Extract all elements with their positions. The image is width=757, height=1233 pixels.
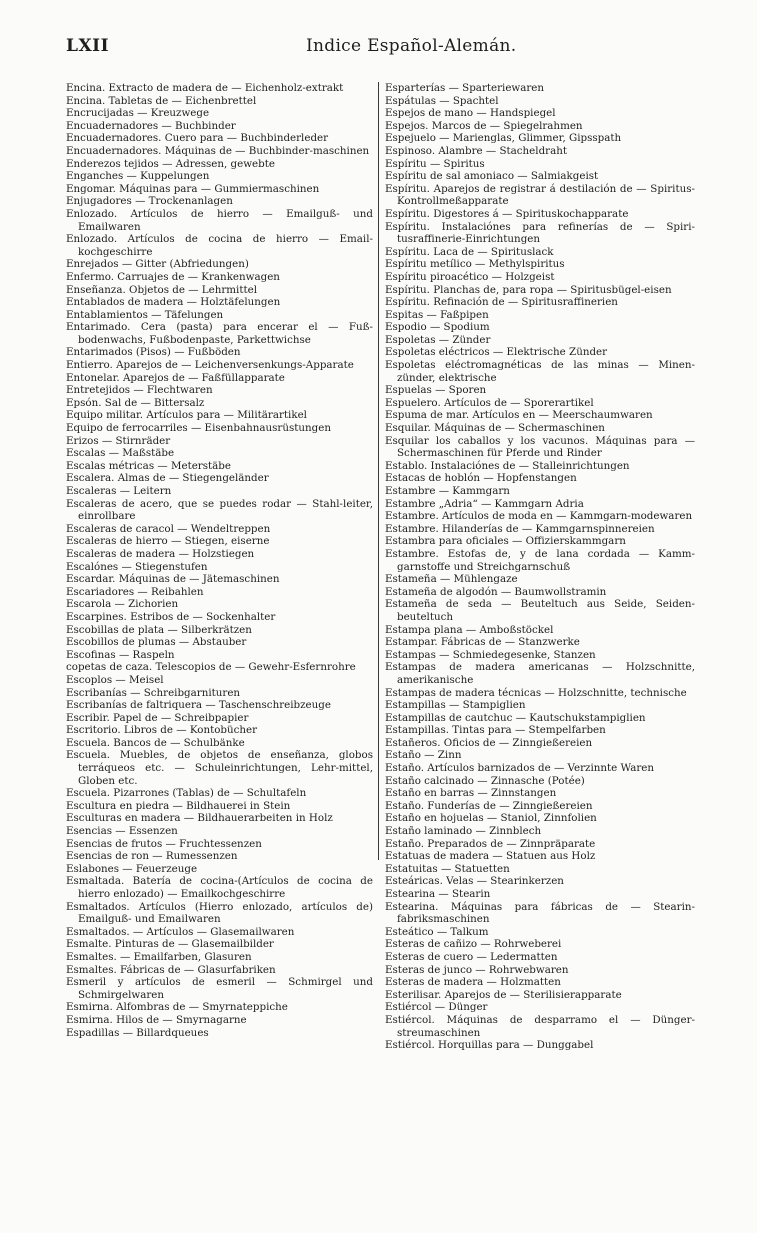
- index-entry: Espíritu — Spiritus: [385, 157, 485, 170]
- index-entry: Enseñanza. Objetos de — Lehrmittel: [66, 283, 257, 296]
- left-index-column: [66, 82, 373, 1039]
- index-entry: Escalónes — Stiegenstufen: [66, 560, 208, 573]
- index-entry: Espíritu. Refinación de — Spiritusraffinerien: [385, 296, 618, 309]
- index-entry: Esteáricas. Velas — Stearinkerzen: [385, 875, 564, 888]
- index-entry: Esteras de madera — Holzmatten: [385, 976, 561, 989]
- index-entry: Establo. Instalaciónes de — Stalleinrichtungen: [385, 459, 630, 472]
- index-entry: Espuelero. Artículos de — Sporerartikel: [385, 396, 594, 409]
- index-entry: Escuela. Muebles, de objetos de enseñanza, globos terráqueos etc. — Schuleinrichtungen, Lehr-mittel, Globen etc.: [66, 749, 373, 787]
- index-entry: Espejuelo — Marienglas, Glimmer, Gipsspath: [385, 132, 622, 145]
- right-index-column: [385, 82, 695, 1052]
- index-entry: Esencias de frutos — Fruchtessenzen: [66, 837, 262, 850]
- index-entry: Escribanías de faltriquera — Taschenschreibzeuge: [66, 699, 331, 712]
- index-entry: Entonelar. Aparejos de — Faßfüllapparate: [66, 371, 285, 384]
- index-entry: Estaño. Funderías de — Zinngießereien: [385, 799, 593, 812]
- page-number: LXII: [66, 36, 110, 56]
- index-entry: Escribir. Papel de — Schreibpapier: [66, 711, 249, 724]
- index-entry: Escofinas — Raspeln: [66, 648, 175, 661]
- index-entry: Estearina — Stearin: [385, 888, 491, 900]
- index-entry: Enderezos tejidos — Adressen, gewebte: [66, 157, 275, 170]
- index-entry: Escaleras de madera — Holzstiegen: [66, 547, 255, 560]
- index-entry: Estampillas — Stampiglien: [385, 699, 526, 712]
- index-entry: Escardar. Máquinas de — Jätemaschinen: [66, 573, 280, 586]
- index-entry: Estampillas. Tintas para — Stempelfarben: [385, 724, 606, 737]
- index-entry: Estearina. Máquinas para fábricas de — Stearin-fabriksmaschinen: [385, 900, 695, 926]
- index-entry: Esquilar los caballos y los vacunos. Máquinas para — Schermaschinen für Pferde und Rinder: [385, 434, 695, 460]
- index-entry: Estaño laminado — Zinnblech: [385, 825, 542, 838]
- index-entry: Estaño. Preparados de — Zinnpräparate: [385, 837, 596, 850]
- index-entry: Escribanías — Schreibgarnituren: [66, 686, 241, 699]
- index-entry: Espoletas eléctricos — Elektrische Zünder: [385, 346, 608, 359]
- index-entry: Espíritu. Laca de — Spirituslack: [385, 245, 554, 258]
- index-entry: Estiércol. Máquinas de desparramo el — Dünger-streumaschinen: [385, 1013, 695, 1039]
- index-entry: Esparterías — Sparteriewaren: [385, 82, 545, 94]
- index-entry: Espinoso. Alambre — Stacheldraht: [385, 144, 567, 157]
- index-entry: Estiércol — Dünger: [385, 1001, 488, 1014]
- index-entry: Esmaltada. Batería de cocina-(Artículos de cocina de hierro enlozado) — Emailkochgeschirre: [66, 875, 373, 900]
- index-entry: Estambra para oficiales — Offizierskammgarn: [385, 535, 626, 548]
- index-entry: Escultura en piedra — Bildhauerei in Stein: [66, 799, 291, 812]
- index-entry: Enlozado. Artículos de cocina de hierro — Email-kochgeschirre: [66, 233, 373, 258]
- index-entry: Estaño en hojuelas — Staniol, Zinnfolien: [385, 812, 597, 825]
- index-entry: Entablados de madera — Holztäfelungen: [66, 296, 281, 309]
- index-entry: Escaleras de acero, que se puedes rodar — Stahl-leiter, einrollbare: [66, 497, 373, 523]
- index-entry: Espíritu. Aparejos de registrar á destilación de — Spiritus-Kontrollmeßapparate: [385, 182, 695, 208]
- index-entry: Estampas de madera americanas — Holzschnitte, amerikanische: [385, 661, 695, 686]
- index-entry: Escaleras de hierro — Stiegen, eiserne: [66, 535, 270, 548]
- index-entry: Escobillas de plata — Silberkrätzen: [66, 623, 252, 636]
- index-entry: Esquilar. Máquinas de — Schermaschinen: [385, 422, 605, 435]
- index-entry: Esteras de cuero — Ledermatten: [385, 950, 558, 963]
- index-entry: Estambre. Estofas de, y de lana cordada — Kamm-garnstoffe und Streichgarnschuß: [385, 547, 695, 573]
- index-entry: Entretejidos — Flechtwaren: [66, 384, 213, 397]
- index-entry: Estambre „Adria“ — Kammgarn Adria: [385, 497, 584, 510]
- index-entry: Encuadernadores. Cuero para — Buchbinderleder: [66, 132, 329, 145]
- index-entry: Eslabones — Feuerzeuge: [66, 862, 198, 875]
- index-entry: Erizos — Stirnräder: [66, 434, 171, 447]
- index-entry: Entarimados (Pisos) — Fußböden: [66, 346, 241, 359]
- index-entry: Estampas de madera técnicas — Holzschnitte, technische: [385, 686, 687, 699]
- index-entry: Estampar. Fábricas de — Stanzwerke: [385, 636, 580, 649]
- index-entry: Escarpines. Estribos de — Sockenhalter: [66, 610, 276, 623]
- index-entry: Espíritu. Digestores á — Spirituskochapparate: [385, 207, 629, 220]
- index-entry: Esmalte. Pinturas de — Glasemailbilder: [66, 938, 274, 951]
- index-entry: Entierro. Aparejos de — Leichenversenkungs-Apparate: [66, 359, 354, 372]
- index-entry: Espodio — Spodium: [385, 321, 490, 334]
- index-entry: Enfermo. Carruajes de — Krankenwagen: [66, 270, 280, 283]
- index-entry: Estampillas de cautchuc — Kautschukstampiglien: [385, 711, 646, 724]
- index-entry: Engomar. Máquinas para — Gummiermaschinen: [66, 182, 320, 195]
- index-entry: Escritorio. Libros de — Kontobücher: [66, 724, 258, 737]
- index-entry: Estacas de hoblón — Hopfenstangen: [385, 472, 577, 485]
- index-entry: Estatuas de madera — Statuen aus Holz: [385, 850, 596, 863]
- index-entry: Esmaltados. Artículos (Hierro enlozado, artículos de) Emailguß- und Emailwaren: [66, 900, 373, 926]
- index-entry: Esmaltes. Fábricas de — Glasurfabriken: [66, 963, 276, 976]
- index-entry: Encuadernadores — Buchbinder: [66, 119, 236, 132]
- index-entry: Estiércol. Horquillas para — Dunggabel: [385, 1039, 594, 1052]
- page-title: Indice Español-Alemán.: [306, 36, 517, 56]
- index-entry: Enrejados — Gitter (Abfriedungen): [66, 258, 249, 271]
- index-entry: Epsón. Sal de — Bittersalz: [66, 396, 205, 409]
- index-entry: Estameña de seda — Beuteltuch aus Seide, Seiden-beuteltuch: [385, 598, 695, 623]
- index-entry: Esmirna. Alfombras de — Smyrnateppiche: [66, 1001, 288, 1014]
- index-entry: Espejos de mano — Handspiegel: [385, 107, 556, 120]
- index-entry: Equipo de ferrocarriles — Eisenbahnausrüstungen: [66, 422, 331, 435]
- index-entry: Escariadores — Reibahlen: [66, 585, 204, 598]
- index-entry: Estaño en barras — Zinnstangen: [385, 787, 557, 800]
- index-entry: Espíritu metílico — Methylspiritus: [385, 258, 565, 271]
- index-entry: Estameña — Mühlengaze: [385, 573, 518, 586]
- index-entry: Estatuitas — Statuetten: [385, 862, 510, 875]
- index-entry: Escarola — Zichorien: [66, 598, 179, 611]
- index-entry: Espíritu piroacético — Holzgeist: [385, 270, 555, 283]
- index-entry: Esteras de cañizo — Rohrweberei: [385, 938, 562, 951]
- index-entry: Encrucijadas — Kreuzwege: [66, 107, 210, 120]
- index-entry: Enjugadores — Trockenanlagen: [66, 195, 233, 208]
- index-entry: Encina. Extracto de madera de — Eichenholz-extrakt: [66, 82, 344, 94]
- index-entry: Encina. Tabletas de — Eichenbrettel: [66, 94, 257, 107]
- index-entry: Estaño. Artículos barnizados de — Verzinnte Waren: [385, 762, 654, 775]
- index-entry: Equipo militar. Artículos para — Militärartikel: [66, 409, 307, 422]
- index-entry: Esmaltes. — Emailfarben, Glasuren: [66, 950, 252, 963]
- index-entry: Escaleras de caracol — Wendeltreppen: [66, 522, 271, 535]
- index-entry: Estañeros. Oficios de — Zinngießereien: [385, 736, 593, 749]
- index-entry: Estaño — Zinn: [385, 749, 462, 762]
- index-entry: Espejos. Marcos de — Spiegelrahmen: [385, 119, 583, 132]
- index-entry: copetas de caza. Telescopios de — Gewehr-Esfernrohre: [66, 661, 356, 674]
- index-entry: Espátulas — Spachtel: [385, 94, 499, 107]
- page-header: [66, 36, 713, 62]
- index-entry: Espuma de mar. Artículos en — Meerschaumwaren: [385, 409, 653, 422]
- index-entry: Espoletas — Zünder: [385, 333, 491, 346]
- index-entry: Esmeril y artículos de esmeril — Schmirgel und Schmirgelwaren: [66, 976, 373, 1001]
- index-entry: Enlozado. Artículos de hierro — Emailguß- und Emailwaren: [66, 207, 373, 233]
- index-entry: Enganches — Kuppelungen: [66, 170, 210, 183]
- index-entry: Esencias de ron — Rumessenzen: [66, 850, 238, 863]
- index-entry: Estampa plana — Amboßstöckel: [385, 623, 554, 636]
- index-entry: Estambre. Hilanderías de — Kammgarnspinnereien: [385, 522, 655, 535]
- index-entry: Esteático — Talkum: [385, 925, 489, 938]
- index-entry: Escalera. Almas de — Stiegengeländer: [66, 472, 269, 485]
- index-entry: Espuelas — Sporen: [385, 384, 487, 397]
- index-entry: Esterilisar. Aparejos de — Sterilisierapparate: [385, 988, 622, 1001]
- index-entry: Espíritu. Planchas de, para ropa — Spiritusbügel-eisen: [385, 283, 672, 296]
- index-entry: Espitas — Faßpipen: [385, 308, 489, 321]
- index-entry: Escuela. Pizarrones (Tablas) de — Schultafeln: [66, 787, 307, 800]
- index-entry: Espíritu de sal amoniaco — Salmiakgeist: [385, 170, 599, 183]
- index-entry: Esteras de junco — Rohrwebwaren: [385, 963, 569, 976]
- index-entry: Espoletas eléctromagnéticas de las minas — Minen-zünder, elektrische: [385, 359, 695, 384]
- index-entry: Escaleras — Leitern: [66, 485, 172, 497]
- index-entry: Estambre. Artículos de moda en — Kammgarn-modewaren: [385, 510, 693, 523]
- index-entry: Estameña de algodón — Baumwollstramin: [385, 585, 607, 598]
- index-entry: Esmaltados. — Artículos — Glasemailwaren: [66, 925, 295, 938]
- index-entry: Esmirna. Hilos de — Smyrnagarne: [66, 1013, 247, 1026]
- index-entry: Espadillas — Billardqueues: [66, 1026, 209, 1039]
- index-entry: Escalas métricas — Meterstäbe: [66, 459, 231, 472]
- index-entry: Esencias — Essenzen: [66, 825, 178, 838]
- index-entry: Espíritu. Instalaciónes para refinerías de — Spiri-tusraffinerie-Einrichtungen: [385, 220, 695, 246]
- index-entry: Esculturas en madera — Bildhauerarbeiten in Holz: [66, 812, 333, 825]
- index-entry: Escoplos — Meisel: [66, 673, 164, 686]
- index-entry: Estaño calcinado — Zinnasche (Potée): [385, 774, 585, 787]
- index-entry: Estampas — Schmiedegesenke, Stanzen: [385, 648, 596, 661]
- index-entry: Escalas — Maßstäbe: [66, 447, 175, 460]
- index-entry: Escuela. Bancos de — Schulbänke: [66, 736, 245, 749]
- column-divider: [378, 82, 379, 860]
- index-entry: Encuadernadores. Máquinas de — Buchbinder-maschinen: [66, 144, 370, 157]
- index-entry: Estambre — Kammgarn: [385, 485, 510, 497]
- index-entry: Entablamientos — Täfelungen: [66, 308, 224, 321]
- index-entry: Entarimado. Cera (pasta) para encerar el — Fuß-bodenwachs, Fußbodenpaste, Parkettwichse: [66, 321, 373, 346]
- index-entry: Escobillos de plumas — Abstauber: [66, 636, 247, 649]
